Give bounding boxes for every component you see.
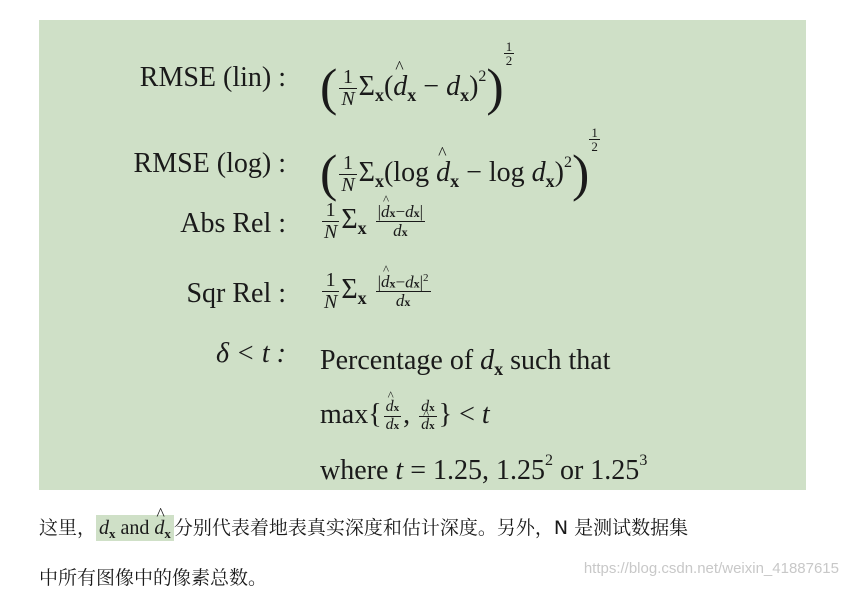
equation-formula: $\frac{1}{N}$ $\Sigma_x$ $\frac{|\^{} dx-dx|^2}{dx}$ xyxy=(320,270,433,313)
equation-sqr-rel xyxy=(39,268,806,338)
equation-delta-threshold xyxy=(39,338,806,488)
equation-label: RMSE (lin) : xyxy=(139,62,286,93)
delta-line3-or: or 1.25 xyxy=(559,455,640,486)
caption-highlight-symbols: $d_x$ and ^ $d_x$ xyxy=(96,515,174,541)
equation-label: RMSE (log) : xyxy=(133,148,286,179)
equation-formula: ( $\frac{1}{N}$ $\Sigma_x(\^{}$ $d_x - d_x)^2$) $\frac{1}{2}$ xyxy=(320,40,514,115)
equation-formula: Percentage of $d_x$ such that max{ ^ $\frac{dx}{dx}$ , dx ^ dx } < t where t = 1.25, 1.25$^2$ or 1.25$^3$ xyxy=(320,338,647,494)
caption-line2: 中所有图像中的像素总数。 xyxy=(39,567,268,589)
delta-line3-prefix: where xyxy=(320,455,389,486)
delta-line3-values: = 1.25, 1.25 xyxy=(410,455,545,486)
equation-formula: $\frac{1}{N}$ $\Sigma_x$ $\frac{|\^{} dx-dx|}{dx}$ xyxy=(320,200,427,243)
caption-paragraph xyxy=(39,506,829,600)
equation-abs-rel xyxy=(39,198,806,268)
equation-rmse-lin xyxy=(39,38,806,128)
equation-panel xyxy=(39,20,806,490)
equation-label: Sqr Rel : xyxy=(186,278,286,309)
watermark: https://blog.csdn.net/weixin_41887615 xyxy=(583,560,839,577)
cropped-top-text xyxy=(150,0,250,4)
delta-line1-text: Percentage of xyxy=(320,345,474,376)
equation-formula: ( $\frac{1}{N}$ $\Sigma_x(\log$ ^ $d_x - \log d_x)^2$) $\frac{1}{2}$ xyxy=(320,126,600,201)
equation-label: Abs Rel : xyxy=(180,208,286,239)
delta-line1-end: such that xyxy=(510,345,611,376)
caption-prefix: 这里， xyxy=(39,517,97,539)
equation-label: δ < t : xyxy=(215,338,286,369)
caption-suffix: 分别代表着地表真实深度和估计深度。另外，N 是测试数据集 xyxy=(173,517,689,539)
